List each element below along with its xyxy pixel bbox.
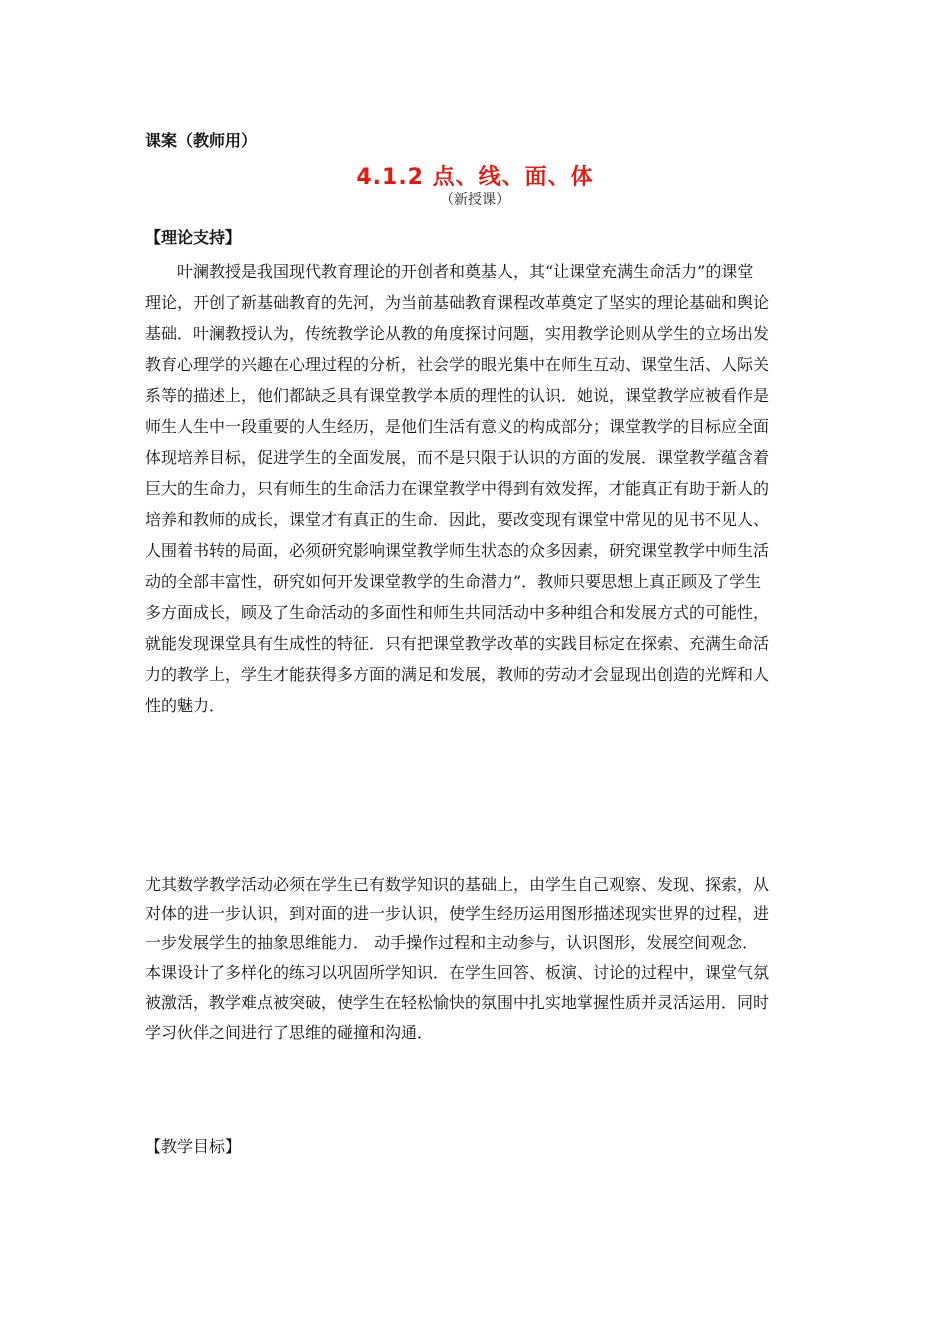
text-line: 本课设计了多样化的练习以巩固所学知识．在学生回答、板演、讨论的过程中，课堂气氛 [145, 963, 770, 982]
text-line: 一步发展学生的抽象思维能力． 动手操作过程和主动参与，认识图形，发展空间观念． [145, 933, 759, 952]
text-line: 基础．叶澜教授认为，传统教学论从教的角度探讨问题，实用教学论则从学生的立场出发 [145, 324, 770, 343]
text-line: 理论，开创了新基础教育的先河，为当前基础教育课程改革奠定了坚实的理论基础和舆论 [145, 293, 770, 312]
text-line: 培养和教师的成长，课堂才有真正的生命．因此，要改变现有课堂中常见的见书不见人、 [145, 510, 770, 529]
objectives-heading: 【教学目标】 [145, 1137, 242, 1156]
theory-paragraph-2 [145, 870, 809, 957]
lesson-subtitle: （新授课） [440, 192, 510, 208]
text-line: 多方面成长，顾及了生命活动的多面性和师生共同活动中多种组合和发展方式的可能性， [145, 603, 770, 622]
text-line: 被激活，教学难点被突破，使学生在轻松愉快的氛围中扎实地掌握性质并灵活运用．同时 [145, 993, 770, 1012]
text-line: 体现培养目标，促进学生的全面发展，而不是只限于认识的方面的发展．课堂教学蕴含着 [145, 448, 770, 467]
text-line: 性的魅力． [145, 696, 226, 715]
text-line: 人围着书转的局面，必须研究影响课堂教学师生状态的众多因素，研究课堂教学中师生活 [145, 541, 770, 560]
theory-heading: 【理论支持】 [145, 228, 242, 247]
text-line: 力的教学上，学生才能获得多方面的满足和发展，教师的劳动才会显现出创造的光辉和人 [145, 665, 770, 684]
text-line: 对体的进一步认识，到对面的进一步认识，使学生经历运用图形描述现实世界的过程，进 [145, 904, 770, 923]
text-line: 系等的描述上，他们都缺乏具有课堂教学本质的理性的认识．她说，课堂教学应被看作是 [145, 386, 770, 405]
doc-label: 课案（教师用） [145, 131, 258, 150]
text-line: 师生人生中一段重要的人生经历，是他们生活有意义的构成部分；课堂教学的目标应全面 [145, 417, 770, 436]
theory-paragraph-3 [145, 958, 809, 1048]
text-line: 叶澜教授是我国现代教育理论的开创者和奠基人，其“让课堂充满生命活力”的课堂 [177, 262, 754, 281]
text-line: 巨大的生命力，只有师生的生命活力在课堂教学中得到有效发挥，才能真正有助于新人的 [145, 479, 770, 498]
text-line: 就能发现课堂具有生成性的特征．只有把课堂教学改革的实践目标定在探索、充满生命活 [145, 634, 770, 653]
theory-paragraph-1 [145, 256, 809, 721]
text-line: 教育心理学的兴趣在心理过程的分析，社会学的眼光集中在师生互动、课堂生活、人际关 [145, 355, 770, 374]
text-line: 动的全部丰富性，研究如何开发课堂教学的生命潜力”．教师只要思想上真正顾及了学生 [145, 572, 762, 591]
text-line: 学习伙伴之间进行了思维的碰撞和沟通． [145, 1023, 434, 1042]
text-line: 尤其数学教学活动必须在学生已有数学知识的基础上，由学生自己观察、发现、探索，从 [145, 875, 770, 894]
lesson-title: 4.1.2 点、线、面、体 [356, 165, 594, 190]
